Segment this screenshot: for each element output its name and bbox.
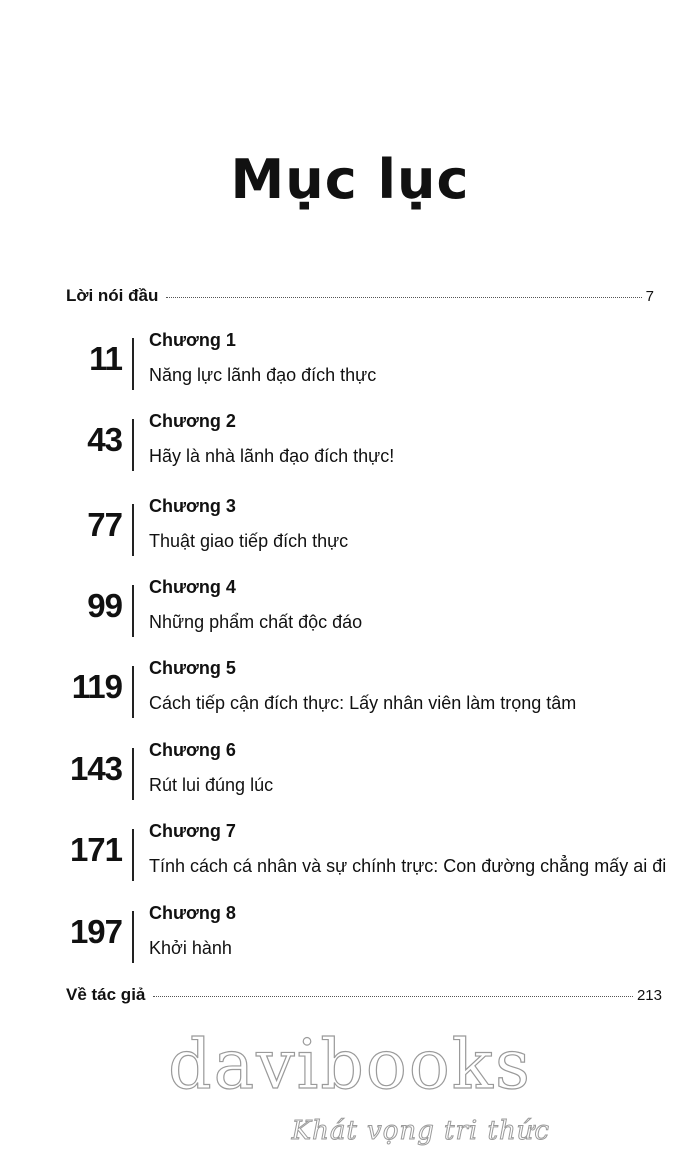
page-title: Mục lục (230, 148, 470, 211)
toc-chapter-1 (0, 330, 700, 394)
chapter-divider (132, 338, 134, 390)
toc-chapter-6 (0, 740, 700, 804)
chapter-page-number: 197 (69, 913, 122, 950)
toc-chapter-5 (0, 658, 700, 722)
chapter-page-number: 77 (87, 506, 122, 543)
watermark-slogan: Khát vọng tri thức (291, 1116, 550, 1146)
toc-entry-label: Về tác giả (66, 985, 146, 1004)
chapter-title: Cách tiếp cận đích thực: Lấy nhân viên làm trọng tâm (149, 693, 577, 713)
dot-leader (153, 996, 633, 997)
chapter-divider (132, 911, 134, 963)
chapter-label: Chương 8 (149, 903, 236, 923)
toc-chapter-2 (0, 411, 700, 475)
chapter-label: Chương 5 (149, 658, 236, 678)
toc-chapter-4 (0, 577, 700, 641)
chapter-page-number: 11 (89, 340, 122, 377)
chapter-page-number: 171 (69, 831, 122, 868)
chapter-label: Chương 3 (149, 496, 236, 516)
chapter-divider (132, 504, 134, 556)
chapter-divider (132, 748, 134, 800)
toc-entry-page: 7 (645, 288, 654, 305)
chapter-label: Chương 2 (149, 411, 236, 431)
chapter-page-number: 99 (87, 587, 122, 624)
chapter-title: Khởi hành (149, 938, 232, 958)
chapter-title: Rút lui đúng lúc (149, 775, 274, 795)
dot-leader (166, 297, 641, 298)
chapter-label: Chương 7 (149, 821, 236, 841)
chapter-title: Năng lực lãnh đạo đích thực (149, 365, 377, 385)
chapter-label: Chương 6 (149, 740, 236, 760)
chapter-divider (132, 585, 134, 637)
chapter-label: Chương 1 (149, 330, 236, 350)
toc-entry-label: Lời nói đầu (66, 286, 159, 305)
toc-chapter-8 (0, 903, 700, 967)
chapter-divider (132, 419, 134, 471)
chapter-title: Thuật giao tiếp đích thực (149, 531, 349, 551)
chapter-page-number: 119 (71, 668, 122, 705)
chapter-divider (132, 666, 134, 718)
chapter-title: Những phẩm chất độc đáo (149, 612, 363, 632)
chapter-divider (132, 829, 134, 881)
watermark-brand: davibooks (168, 1026, 532, 1105)
chapter-page-number: 43 (87, 421, 122, 458)
toc-chapter-3 (0, 496, 700, 560)
chapter-title: Hãy là nhà lãnh đạo đích thực! (149, 446, 395, 466)
toc-entry-foreword (66, 286, 654, 306)
publisher-watermark (0, 1026, 700, 1146)
toc-entry-page: 213 (636, 987, 662, 1004)
chapter-label: Chương 4 (149, 577, 236, 597)
chapter-title: Tính cách cá nhân và sự chính trực: Con đường chẳng mấy ai đi (149, 856, 667, 876)
chapter-page-number: 143 (69, 750, 122, 787)
toc-chapter-7 (0, 821, 700, 885)
toc-entry-about-author (66, 985, 662, 1005)
